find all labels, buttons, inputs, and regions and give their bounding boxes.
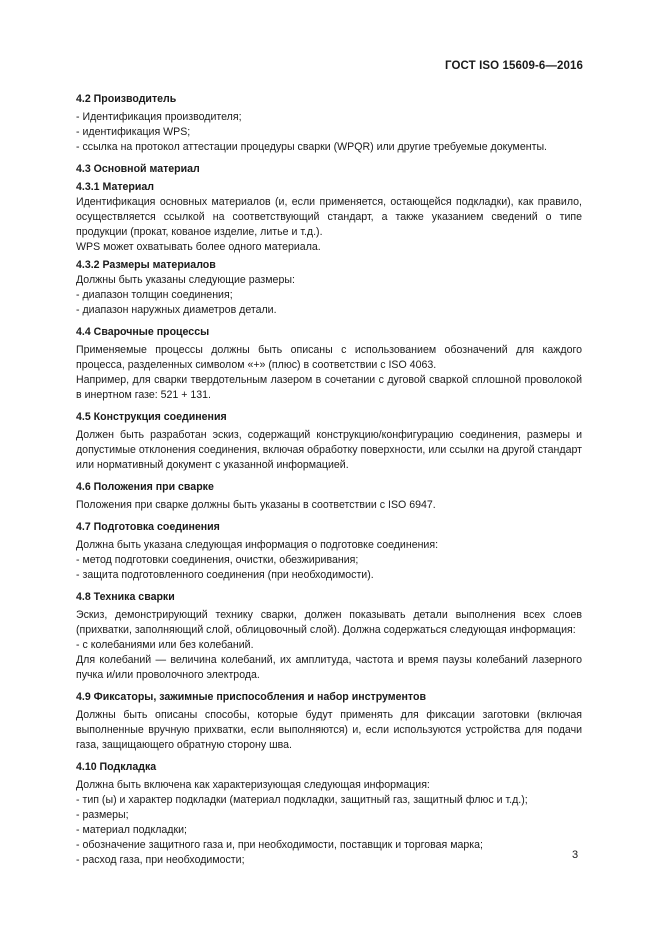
paragraph: - метод подготовки соединения, очистки, обезжиривания; [76,554,359,566]
paragraph: - размеры; [76,809,129,821]
paragraph: - диапазон толщин соединения; [76,289,233,301]
section-heading: 4.8 Техника сварки [76,591,175,603]
paragraph: Например, для сварки твердотельным лазером в сочетании с дуговой сваркой сплошной проволокой в инертном газе: 521 + 131. [76,374,582,401]
paragraph: - обозначение защитного газа и, при необходимости, поставщик и торговая марка; [76,839,483,851]
paragraph: - расход газа, при необходимости; [76,854,245,866]
section-heading: 4.2 Производитель [76,93,177,105]
paragraph: Должна быть указана следующая информация о подготовке соединения: [76,539,439,551]
paragraph: Идентификация основных материалов (и, если применяется, остающейся подкладки), как правило, осуществляется ссылкой на соответствующий стандарт, а также указанием сведений о типе продукции (прокат, кованое изделие, литье и т.д.). [76,196,582,238]
paragraph: Должны быть описаны способы, которые будут применять для фиксации заготовки (включая выполненные вручную прихватки, если выполняются) и, если используются устройства для подачи газа, защищающего обратную сторону шва. [76,709,582,751]
section-heading: 4.10 Подкладка [76,761,157,773]
paragraph: Должна быть включена как характеризующая следующая информация: [76,779,430,791]
section-heading: 4.7 Подготовка соединения [76,521,220,533]
paragraph: - диапазон наружных диаметров детали. [76,304,277,316]
paragraph: - тип (ы) и характер подкладки (материал подкладки, защитный газ, защитный флюс и т.д.); [76,794,528,806]
paragraph: Для колебаний — величина колебаний, их амплитуда, частота и время паузы колебаний лазерного пучка и/или проволочного электрода. [76,654,582,681]
paragraph: - идентификация WPS; [76,126,191,138]
paragraph: Должен быть разработан эскиз, содержащий конструкцию/конфигурацию соединения, размеры и допустимые отклонения соединения, включая обработку поверхности, или ссылки на другой стандарт или нормативный документ с указанной информацией. [76,429,582,471]
paragraph: Эскиз, демонстрирующий технику сварки, должен показывать детали выполнения всех слоев (прихватки, заполняющий слой, облицовочный слой). Должна содержаться следующая информация: [76,609,582,636]
section-heading: 4.9 Фиксаторы, зажимные приспособления и набор инструментов [76,691,426,703]
paragraph: Положения при сварке должны быть указаны в соответствии с ISO 6947. [76,499,436,511]
section-heading: 4.5 Конструкция соединения [76,411,227,423]
paragraph: - с колебаниями или без колебаний. [76,639,254,651]
subsection-heading: 4.3.1 Материал [76,181,155,193]
document-body [76,92,582,868]
paragraph: - ссылка на протокол аттестации процедуры сварки (WPQR) или другие требуемые документы. [76,141,547,153]
paragraph: WPS может охватывать более одного материала. [76,241,321,253]
paragraph: Должны быть указаны следующие размеры: [76,274,295,286]
section-heading: 4.6 Положения при сварке [76,481,214,493]
subsection-heading: 4.3.2 Размеры материалов [76,259,216,271]
page-number: 3 [572,849,579,861]
paragraph: - защита подготовленного соединения (при необходимости). [76,569,374,581]
paragraph: Применяемые процессы должны быть описаны с использованием обозначений для каждого процесса, разделенных символом «+» (плюс) в соответствии с ISO 4063. [76,344,582,371]
section-heading: 4.3 Основной материал [76,163,200,175]
paragraph: - материал подкладки; [76,824,187,836]
document-id-header: ГОСТ ISO 15609-6—2016 [445,60,583,72]
paragraph: - Идентификация производителя; [76,111,242,123]
section-heading: 4.4 Сварочные процессы [76,326,210,338]
